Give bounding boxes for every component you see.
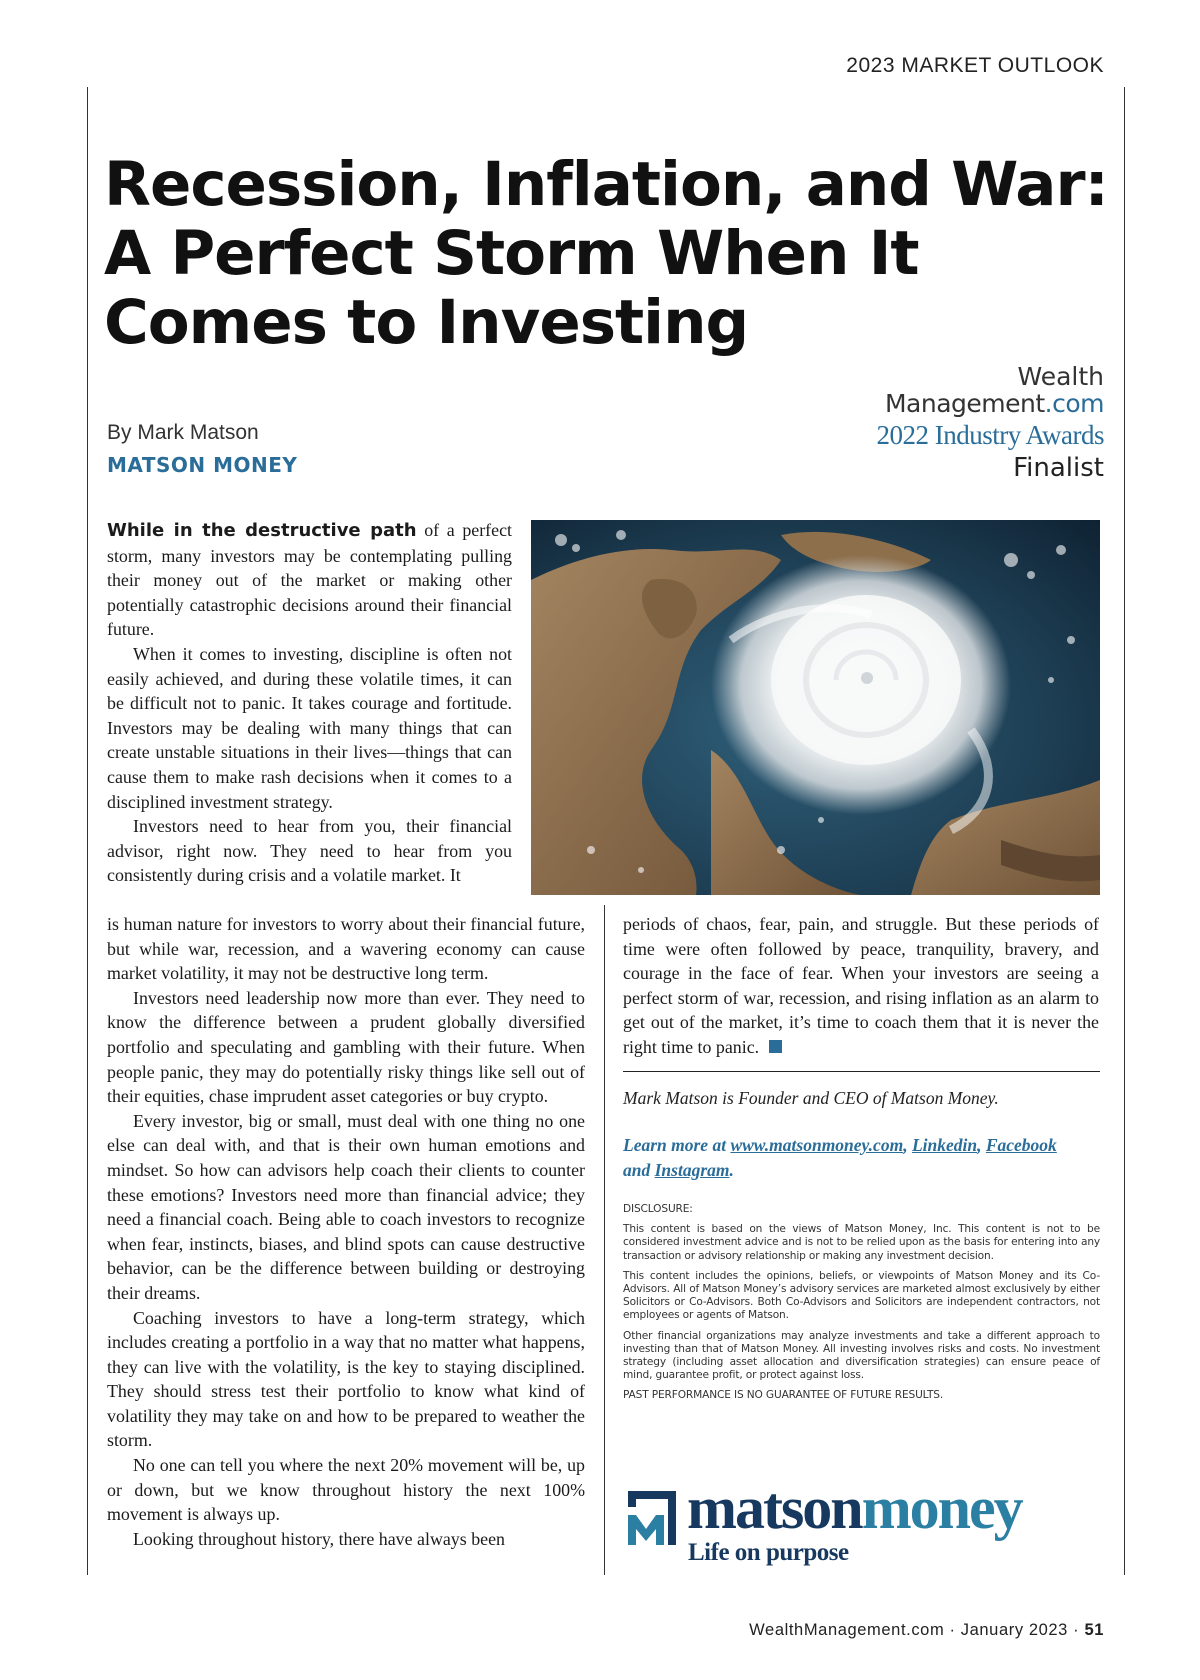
disclosure-paragraph-1: This content is based on the views of Matson Money, Inc. This content is not to be considered investment advice and is not to be relied upon as the basis for entering into any transaction or advisory relationship or making any investment decision. (623, 1223, 1100, 1262)
footer-site: WealthManagement.com (749, 1621, 945, 1639)
disclosure-paragraph-3: Other financial organizations may analyze investments and take a different approach to investing than that of Matson Money. All investing involves risks and costs. No investment strategy (including asset allocation and diversification strategies) can ensure peace of mind, guarantee profit, or protect against loss. (623, 1329, 1100, 1382)
page-footer (749, 1621, 1104, 1640)
body-paragraph-4: Investors need leadership now more than ever. They need to know the difference between a prudent globally diversified portfolio and speculating and gambling with their future. When people panic, they may do potentially risky things like sell out of their equities, chase imprudent asset categories or buy crypto. (107, 987, 585, 1107)
footer-sep-1: · (944, 1621, 961, 1639)
body-paragraph-1 (107, 518, 512, 642)
lead-in: While in the destructive path (107, 520, 417, 541)
award-year: 2022 Industry Awards (876, 420, 1104, 450)
logo-wordmark (687, 1473, 1022, 1543)
body-paragraph-2: When it comes to investing, discipline is often not easily achieved, and during these volatile times, it can be difficult not to panic. It takes courage and fortitude. Investors may be dealing with many things that can create unstable situations in their lives—things that can cause them to make rash decisions when it comes to a disciplined investment strategy. (107, 643, 512, 812)
lead-in-rest: of a perfect storm, many investors may be contemplating pulling their money out of the market or making other potentially catastrophic decisions around their financial future. (107, 520, 512, 640)
award-badge (804, 364, 1104, 484)
body-paragraph-final-text: periods of chaos, fear, pain, and struggle. But these periods of time were often followed by peace, tranquility, bravery, and courage in the face of fear. When your investors are seeing a perfect storm of war, recession, and rising inflation as an alarm to get out of the market, it’s time to coach them that it is never the right time to panic. (623, 914, 1099, 1057)
matson-money-logo (622, 1475, 1102, 1577)
disclosure-heading: DISCLOSURE: (623, 1203, 693, 1215)
body-paragraph-7: No one can tell you where the next 20% movement will be, up or down, but we know throughout history the next 100% movement is always up. (107, 1455, 585, 1525)
body-paragraph-3-continued: is human nature for investors to worry about their financial future, but while war, recession, and a wavering economy can cause market volatility, it may not be destructive long term. (107, 914, 585, 984)
footer-date: January 2023 (960, 1621, 1068, 1639)
logo-word-matson: matson (687, 1475, 862, 1541)
award-dotcom: .com (1044, 389, 1104, 418)
website-link[interactable]: www.matsonmoney.com (730, 1135, 904, 1155)
learn-more (623, 1133, 1100, 1182)
linkedin-link[interactable]: Linkedin (911, 1135, 978, 1155)
instagram-link[interactable]: Instagram (654, 1159, 730, 1180)
author-organization: MATSON MONEY (107, 453, 298, 477)
learn-more-and: and (623, 1159, 655, 1180)
learn-more-end: . (729, 1159, 734, 1180)
hurricane-satellite-image (531, 520, 1100, 895)
disclosure-paragraph-2: This content includes the opinions, beliefs, or viewpoints of Matson Money and its Co-Advisors. All of Matson Money’s advisory services are marketed almost exclusively by either Solicitors or Co-Advisors. Both Co-Advisors and Solicitors are independent contractors, not employees or agents of Matson. (623, 1269, 1100, 1322)
body-paragraph-3: Investors need to hear from you, their financial advisor, right now. They need to hear from you consistently during crisis and a volatile market. It (107, 816, 512, 886)
byline: By Mark Matson (107, 421, 259, 444)
article-title: Recession, Inflation, and War: A Perfect Storm When It Comes to Investing (104, 149, 1108, 358)
article-body-column-1 (107, 518, 512, 888)
article-body-column-2 (623, 912, 1099, 1060)
matson-m-mark-icon (622, 1485, 682, 1551)
body-paragraph-6: Coaching investors to have a long-term strategy, which includes creating a portfolio in a way that no matter what happens, they can live with the volatility, is the key to staying disciplined. They should stress test their portfolio to know what kind of volatility they may take on and how to be prepared to weather the storm. (107, 1307, 585, 1451)
page-number: 51 (1084, 1621, 1104, 1639)
body-paragraph-8: Looking throughout history, there have always been (133, 1528, 505, 1549)
right-column-rule (1124, 87, 1125, 1575)
disclosure-paragraph-4: PAST PERFORMANCE IS NO GUARANTEE OF FUTURE RESULTS. (623, 1389, 944, 1402)
article-body-column-1-continued (107, 912, 585, 1551)
logo-word-money: money (861, 1475, 1022, 1541)
learn-more-prefix: Learn more at (623, 1135, 731, 1155)
bio-divider (623, 1071, 1100, 1072)
award-management-text: Management (884, 389, 1045, 418)
author-bio: Mark Matson is Founder and CEO of Matson Money. (623, 1088, 999, 1108)
disclosure-block (623, 1203, 1100, 1410)
learn-more-sep-2: , (977, 1135, 986, 1155)
logo-tagline: Life on purpose (688, 1539, 849, 1566)
award-management (804, 389, 1104, 418)
award-wealth: Wealth (1017, 362, 1104, 391)
award-finalist: Finalist (1013, 453, 1104, 483)
learn-more-sep-1: , (903, 1135, 912, 1155)
left-column-rule (87, 87, 88, 1575)
body-paragraph-final (623, 912, 1099, 1060)
section-label: 2023 MARKET OUTLOOK (846, 54, 1104, 77)
footer-sep-2: · (1067, 1621, 1085, 1639)
hurricane-satellite-image-art (531, 520, 1100, 895)
body-paragraph-5: Every investor, big or small, must deal with one thing no one else can deal with, and that is their own human emotions and mindset. So how can advisors help coach their clients to counter these emotions? Investors need more than financial advice; they need a financial coach. Being able to coach investors to recognize when fear, instincts, biases, and blind spots can cause destructive behavior, can be the difference between building or destroying their dreams. (107, 1110, 585, 1303)
facebook-link[interactable]: Facebook (985, 1135, 1057, 1155)
square-end-mark-icon (769, 1040, 782, 1053)
middle-column-rule (604, 905, 605, 1575)
